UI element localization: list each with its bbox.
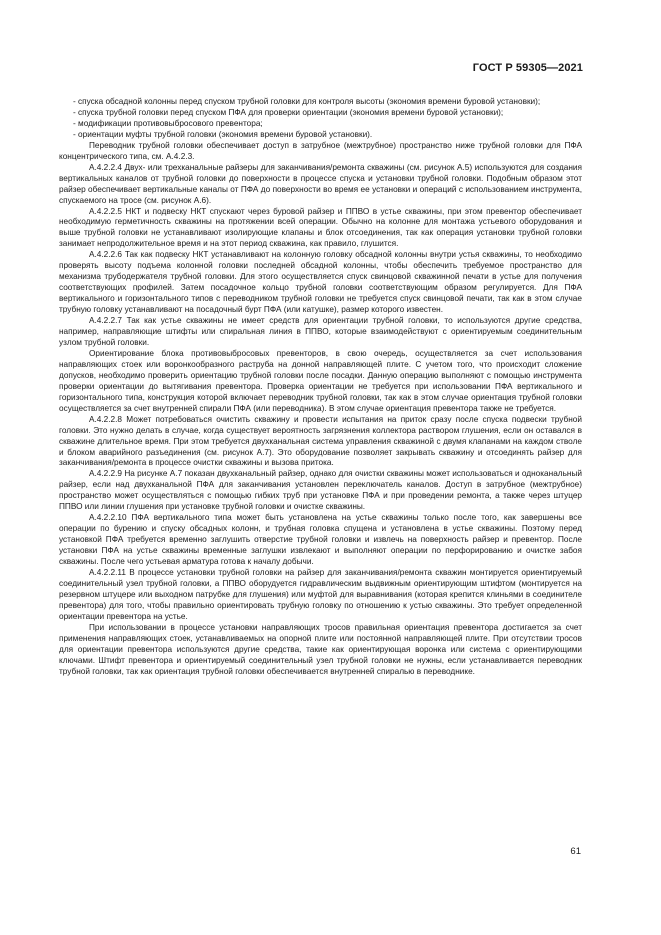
paragraph: - спуска трубной головки перед спуском ПФА для проверки ориентации (экономия времени буровой установки);: [73, 107, 504, 117]
paragraph: А.4.2.2.7 Так как устье скважины не имеет средств для ориентации трубной головки, то используются другие средства, например, направляющие штифты или спиральная линия в ППВО, которые взаимодействуют с ориентируемым соединительным узлом трубной головки.: [59, 316, 582, 347]
paragraph: А.4.2.2.5 НКТ и подвеску НКТ спускают через буровой райзер и ППВО в устье скважины, при этом превентор обеспечивает необходимую герметичность скважины на протяжении всей операции. Обычно на колонне для монтажа устьевого оборудования и выше трубной головки не устанавливают изолирующие клапаны и блок отсоединения, так как операция установки трубной головки занимает непродолжительное время и на этот период скважина, как правило, глушится.: [59, 206, 582, 249]
page-number: 61: [570, 846, 581, 857]
paragraph: Ориентирование блока противовыбросовых превенторов, в свою очередь, осуществляется за счет использования направляющих стоек или воронкообразного раструба на донной направляющей плите. С учетом того, что происходит сложение допусков, необходимо проверить ориентацию трубной головки после посадки. Данную операцию выполняют с помощью инструмента проверки ориентации до вытягивания превентора. Проверка ориентации не требуется при использовании ПФА вертикального и горизонтального типа, конструкция которой включает переводник трубной головки, так как в этом случае ориентация трубной головки осуществляется за счет внутренней спирали ПФА (или переводника). В этом случае ориентация превентора также не требуется.: [59, 348, 582, 413]
paragraph: А.4.2.2.9 На рисунке А.7 показан двухканальный райзер, однако для очистки скважины может использоваться и одноканальный райзер, если над двухканальной ПФА для заканчивания установлен переключатель каналов. Доступ в затрубное (межтрубное) пространство может осуществляться с помощью гибких труб при установке ПФА и при проведении ремонта, а также через штуцер ППВО или линии глушения при установке трубной головки и очистке скважины.: [59, 469, 582, 512]
paragraph: - спуска обсадной колонны перед спуском трубной головки для контроля высоты (экономия времени буровой установки);: [73, 97, 541, 106]
paragraph: - ориентации муфты трубной головки (экономия времени буровой установки).: [73, 129, 373, 139]
document-header: ГОСТ Р 59305—2021: [472, 62, 583, 74]
paragraph: - модификации противовыбросового превентора;: [73, 118, 263, 128]
paragraph: А.4.2.2.6 Так как подвеску НКТ устанавливают на колонную головку обсадной колонны внутри устья скважины, то необходимо проверять высоту подъема колонной головки последней обсадной колонны, чтобы обеспечить требуемое пространство для механизма трубодержателя трубной головки. Для этого осуществляется спуск свинцовой скважинной печати в устье для получения соответствующих профилей. Затем посадочное кольцо трубной головки соответствующим образом регулируется. Для ПФА вертикального и горизонтального типов с переводником трубной головки не требуется спуск свинцовой печати, так как в этом случае трубную головку устанавливают на посадочный бурт ПФА (или катушке), размер которого известен.: [59, 250, 582, 315]
paragraph: А.4.2.2.4 Двух- или трехканальные райзеры для заканчивания/ремонта скважины (см. рисунок А.5) используются для создания вертикальных каналов от трубной головки до поверхности в процессе спуска и установки трубной головки. Подобным образом этот райзер обеспечивает вертикальные каналы от ПФА до поверхности во время ее установки и операций с использованием инструмента, спускаемого на тросе (см. рисунок А.6).: [59, 162, 582, 205]
paragraph: Переводник трубной головки обеспечивает доступ в затрубное (межтрубное) пространство ниже трубной головки для ПФА концентрического типа, см. А.4.2.3.: [59, 140, 582, 161]
paragraph: А.4.2.2.10 ПФА вертикального типа может быть установлена на устье скважины только после того, как завершены все операции по бурению и спуску обсадных колонн, и трубная головка спущена и установлена в устье скважины. Поэтому перед установкой ПФА требуется временно заглушить отверстие трубной головки и извлечь на поверхность райзер и превентор. После установки ПФА на устье скважины временные заглушки извлекают и выполняют операции по перфорированию и очистке забоя скважины. После чего устьевая арматура готова к началу добычи.: [59, 513, 582, 567]
paragraph: При использовании в процессе установки направляющих тросов правильная ориентация превентора достигается за счет применения направляющих стоек, устанавливаемых на опорной плите или постоянной направляющей плите. При отсутствии тросов для ориентации превентора используются другие средства, такие как ориентирующая воронка или система с ориентирующими ключами. Штифт превентора и ориентируемый соединительный узел трубной головки не нужны, если устанавливается переводник трубной головки, так как ориентация трубной головки обеспечивается внутренней спиралью в переводнике.: [59, 622, 582, 676]
paragraph: А.4.2.2.11 В процессе установки трубной головки на райзер для заканчивания/ремонта скважин монтируется ориентируемый соединительный узел трубной головки, а ППВО оборудуется гидравлическим выдвижным ориентирующим штифтом (монтируется на резервном штуцере или выходном патрубке для глушения) или муфтой для выравнивания (которая крепится клиньями в соединителе превентора) для того, чтобы правильно ориентировать трубную головку по отношению к устью скважины. Это требует определенной ориентации превентора на устье.: [59, 567, 582, 621]
paragraph: А.4.2.2.8 Может потребоваться очистить скважину и провести испытания на приток сразу после спуска подвески трубной головки. Это нужно делать в случае, когда существует вероятность загрязнения коллектора раствором глушения, если он оставался в скважине длительное время. При этом требуется двухканальная система управления скважиной с двумя клапанами на каждом стволе и блоком аварийного разъединения (см. рисунок А.7). Это оборудование позволяет закрывать скважину и отсоединять райзер для заканчивания/ремонта в процессе очистки скважины и вызова притока.: [59, 414, 582, 468]
document-body: [59, 97, 582, 678]
